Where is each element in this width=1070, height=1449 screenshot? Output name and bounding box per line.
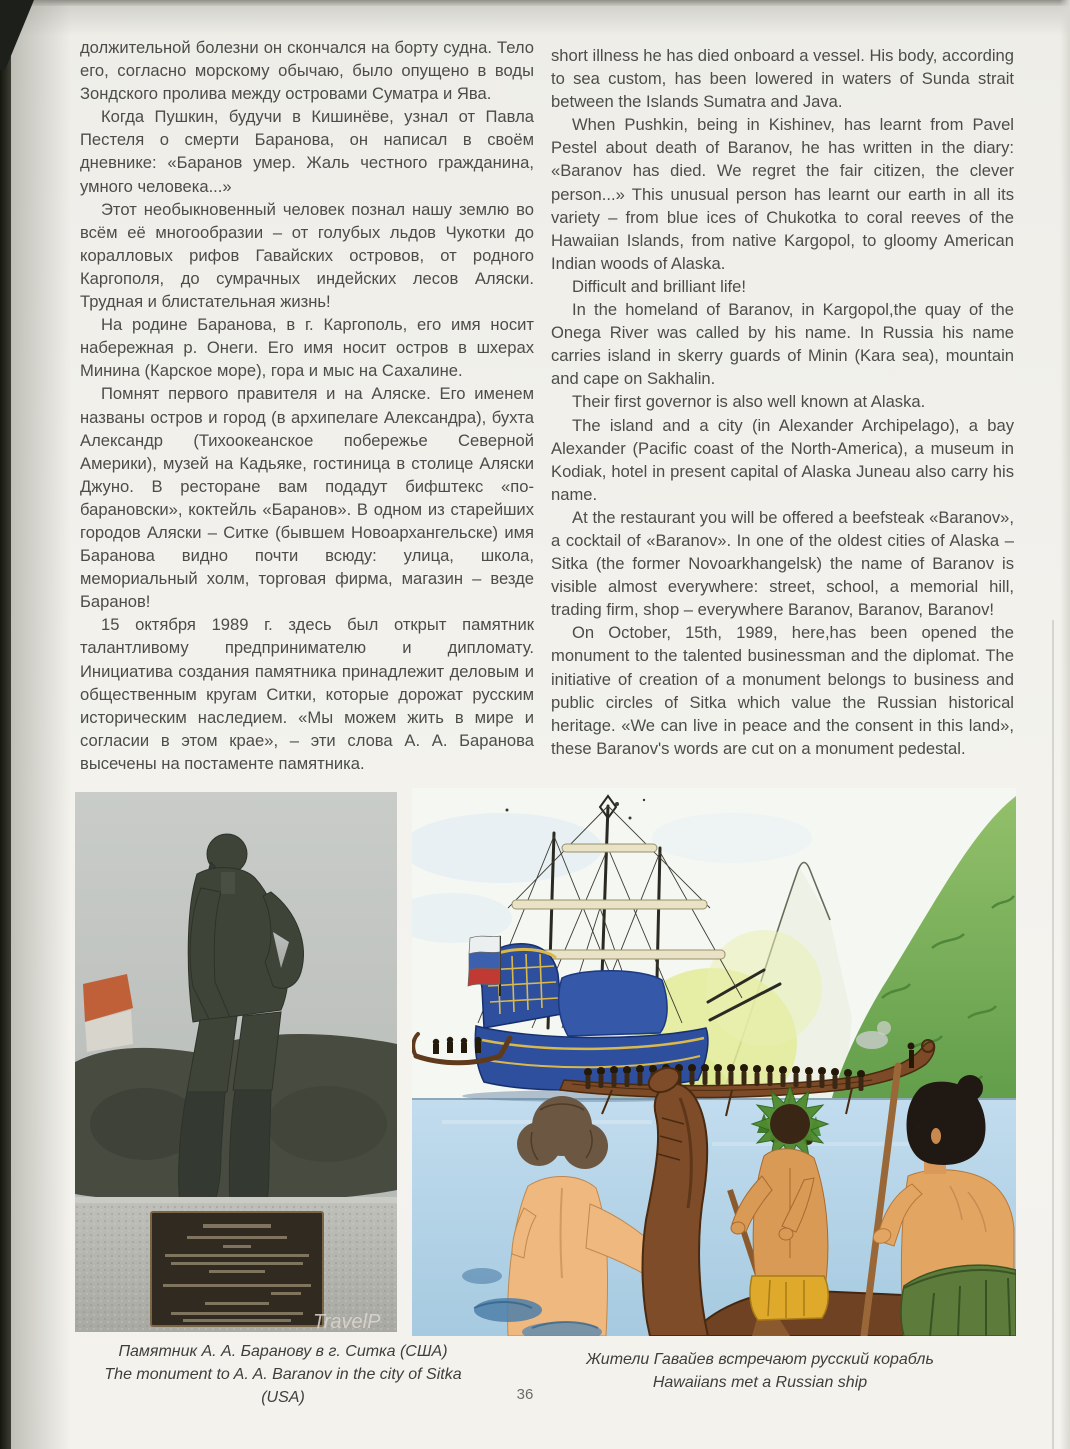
hawaiians-caption: [545, 1348, 975, 1394]
paragraph-ru-4: На родине Баранова, в г. Каргополь, его имя носит набережная р. Онеги. Его имя носит остров в шхерах Минина (Карское море), гора и мыс на Сахалине.: [80, 315, 534, 381]
page-crease: [1052, 620, 1054, 1449]
paragraph-ru-1: должительной болезни он скончался на борту судна. Тело его, согласно морскому обычаю, было опущено в воды Зондского пролива между островами Суматра и Ява.: [80, 38, 534, 104]
scan-edge-top-shadow: [0, 6, 1070, 36]
monument-plaque: [151, 1212, 323, 1326]
monument-caption: [83, 1340, 483, 1409]
paragraph-en-6: The island and a city (in Alexander Archipelago), a bay Alexander (Pacific coast of the North-America), a museum in Kodiak, hotel in present capital of Alaska Juneau also carry his name.: [551, 415, 1014, 504]
hawaiians-caption-en: Hawaiians met a Russian ship: [652, 1374, 868, 1391]
hawaiians-caption-ru: Жители Гавайев встречают русский корабль: [586, 1351, 934, 1368]
paragraph-en-4: In the homeland of Baranov, in Kargopol,the quay of the Onega River was called by his name. In Russia his name carries island in skerry guards of Minin (Kara sea), mountain and cape on Sakhalin.: [551, 300, 1014, 389]
monument-photo-image: [75, 792, 397, 1332]
paragraph-ru-2: Когда Пушкин, будучи в Кишинёве, узнал от Павла Пестеля о смерти Баранова, он написал в своём дневнике: «Баранов умер. Жаль честного гражданина, умного человека...»: [80, 107, 534, 196]
paragraph-en-1: short illness he has died onboard a vessel. His body, according to sea custom, has been lowered in waters of Sunda strait between the Islands Sumatra and Java.: [551, 46, 1014, 112]
paragraph-en-3: Difficult and brilliant life!: [572, 276, 747, 296]
page-gutter-shadow: [11, 0, 71, 1449]
paragraph-ru-3: Этот необыкновенный человек познал нашу землю во всём её многообразии – от голубых льдов Чукотки до коралловых рифов Гавайских островов, от родного Каргополя, до сумрачных индейских лесов Аляски. Трудная и блистательная жизнь!: [80, 199, 534, 312]
paragraph-ru-6: 15 октября 1989 г. здесь был открыт памятник талантливому предпринимателю и дипломату. Инициатива создания памятника принадлежит деловым и общественным кругам Ситки, которые дорожат русским историческим наследием. «Мы можем жить в мире и согласии в этом крае», – эти слова А. А. Баранова высечены на постаменте памятника.: [80, 615, 534, 773]
english-text-column: [551, 44, 1014, 760]
paragraph-en-5: Their first governor is also well known at Alaska.: [572, 392, 926, 412]
russian-text-column: [80, 36, 534, 775]
page-number: 36: [516, 1386, 534, 1403]
scan-edge-left: [0, 0, 11, 1449]
photo-watermark: TravelP: [313, 1311, 381, 1332]
paragraph-en-2: When Pushkin, being in Kishinev, has learnt from Pavel Pestel about death of Baranov, he has written in the diary: «Baranov has died. We regret the fair citizen, the clever person...» This unusual person has learnt our earth in all its variety – from blue ices of Chukotka to coral reeves of the Hawaiian Islands, from native Kargopol, to gloomy American Indian woods of Alaska.: [551, 115, 1014, 273]
scan-edge-right: [1060, 0, 1070, 1449]
paragraph-en-8: On October, 15th, 1989, here,has been opened the monument to the talented businessman and the diplomat. The initiative of creation of a monument belongs to business and public circles of Sitka which value the Russian historical heritage. «We can live in peace and the consent in this land», these Baranov's words are cut on a monument pedestal.: [551, 623, 1014, 758]
monument-caption-ru: Памятник А. А. Баранову в г. Ситка (США): [118, 1343, 448, 1360]
hawaiians-illustration-image: [412, 788, 1016, 1336]
monument-photo: [75, 792, 397, 1332]
monument-caption-en: The monument to A. A. Baranov in the city of Sitka (USA): [104, 1366, 462, 1406]
paragraph-ru-5: Помнят первого правителя и на Аляске. Его именем названы остров и город (в архипелаге Александра), бухта Александр (Тихоокеанское побережье Северной Америки), музей на Кадьяке, гостиница в столице Аляски Джуно. В ресторане вам подадут бифштекс «по-барановски», коктейль «Баранов». В одном из старейших городов Аляски – Ситке (бывшем Новоархангельске) имя Баранова видно почти всюду: улица, школа, мемориальный холм, торговая фирма, магазин – везде Баранов!: [80, 384, 534, 612]
paragraph-en-7: At the restaurant you will be offered a beefsteak «Baranov», a cocktail of «Baranov». In one of the oldest cities of Alaska – Sitka (the former Novoarkhangelsk) the name of Baranov is visible almost everywhere: street, school, a memorial hill, trading firm, shop – everywhere Baranov, Baranov, Baranov!: [551, 507, 1014, 620]
hawaiians-illustration: [412, 788, 1016, 1336]
